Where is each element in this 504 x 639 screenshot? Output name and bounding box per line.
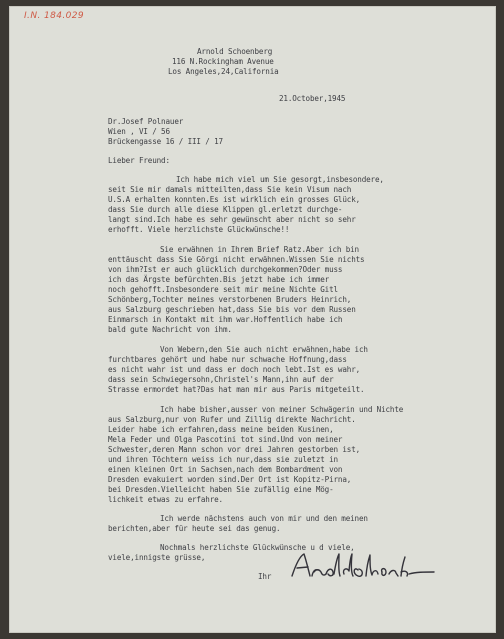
paragraph-line: Einmarsch in Kontakt mit ihm war.Hoffentlich habe ich — [108, 315, 343, 324]
paragraph-line: Leider habe ich erfahren,dass meine beiden Kusinen, — [108, 425, 334, 434]
handwritten-signature — [288, 550, 438, 586]
paragraph-line: furchtbares gehört und habe nur schwache Hoffnung,dass — [108, 355, 347, 364]
paragraph-line: von ihm?Ist er auch glücklich durchgekommen?Oder muss — [108, 265, 343, 274]
paragraph-line: erhofft. Viele herzlichste Glückwünsche!! — [108, 225, 290, 234]
paragraph-line: Ich habe bisher,ausser von meiner Schwägerin und Nichte — [160, 405, 404, 414]
letterhead-name: Arnold Schoenberg — [197, 47, 273, 56]
paragraph-line: aus Salzburg geschrieben hat,dass Sie bis vor dem Russen — [108, 305, 356, 314]
paragraph-line: berichten,aber für heute sei das genug. — [108, 524, 281, 533]
paragraph-line: noch gehofft.Insbesondere seit mir meine Nichte Gitl — [108, 285, 338, 294]
letterhead-city: Los Angeles,24,California — [168, 67, 279, 76]
paragraph-line: lichkeit etwas zu erfahre. — [108, 495, 223, 504]
archive-number-stamp: I.N. 184.029 — [24, 11, 84, 21]
paragraph-line: enttäuscht dass Sie Görgi nicht erwähnen.Wissen Sie nichts — [108, 255, 365, 264]
paragraph-line: viele,innigste grüsse, — [108, 553, 206, 562]
recipient-street: Brückengasse 16 / III / 17 — [108, 137, 223, 146]
paragraph-line: Nochmals herzlichste Glückwünsche u d viele, — [160, 543, 355, 552]
paragraph-line: Strasse ermordet hat?Das hat man mir aus Paris mitgeteilt. — [108, 385, 365, 394]
paragraph-line: Sie erwähnen in Ihrem Brief Ratz.Aber ich bin — [160, 245, 359, 254]
paragraph-line: seit Sie mir damals mitteilten,dass Sie kein Visum nach — [108, 185, 352, 194]
paragraph-line: Ich werde nächstens auch von mir und den meinen — [160, 514, 368, 523]
paragraph-line: Mela Feder und Olga Pascotini tot sind.Und von meiner — [108, 435, 343, 444]
letter-date: 21.October,1945 — [279, 94, 346, 103]
paragraph-line: Schönberg,Tochter meines verstorbenen Bruders Heinrich, — [108, 295, 352, 304]
paragraph-line: langt sind.Ich habe es sehr gewünscht aber nicht so sehr — [108, 215, 356, 224]
paragraph-line: bald gute Nachricht von ihm. — [108, 325, 232, 334]
recipient-name: Dr.Josef Polnauer — [108, 117, 184, 126]
recipient-city: Wien , VI / 56 — [108, 127, 170, 136]
paragraph-line: dass Sie durch alle diese Klippen gl.erletzt durchge- — [108, 205, 343, 214]
paragraph-line: U.S.A erhalten konnten.Es ist wirklich ein grosses Glück, — [108, 195, 361, 204]
paragraph-line: aus Salzburg,nur von Rufer und Zillig direkte Nachricht. — [108, 415, 356, 424]
paragraph-line: bei Dresden.Vielleicht haben Sie zufällig eine Mög- — [108, 485, 334, 494]
paragraph-line: Schwester,deren Mann schon vor drei Jahren gestorben ist, — [108, 445, 361, 454]
paragraph-line: einen kleinen Ort in Sachsen,nach dem Bombardment von — [108, 465, 343, 474]
salutation: Lieber Freund: — [108, 156, 170, 165]
paragraph-line: Dresden evakuiert worden sind.Der Ort ist Kopitz-Pirna, — [108, 475, 352, 484]
paragraph-line: Von Webern,den Sie auch nicht erwähnen,habe ich — [160, 345, 368, 354]
paragraph-line: und ihren Töchtern weiss ich nur,dass sie zuletzt in — [108, 455, 338, 464]
paragraph-line: Ich habe mich viel um Sie gesorgt,insbesondere, — [176, 175, 384, 184]
paragraph-line: es nicht wahr ist und dass er doch noch lebt.Ist es wahr, — [108, 365, 361, 374]
paragraph-line: dass sein Schwiegersohn,Christel's Mann,ihn auf der — [108, 375, 334, 384]
paragraph-line: ich das Ärgste befürchten.Bis jetzt habe ich immer — [108, 275, 330, 284]
closing: Ihr — [258, 572, 272, 581]
letterhead-street: 116 N.Rockingham Avenue — [172, 57, 274, 66]
